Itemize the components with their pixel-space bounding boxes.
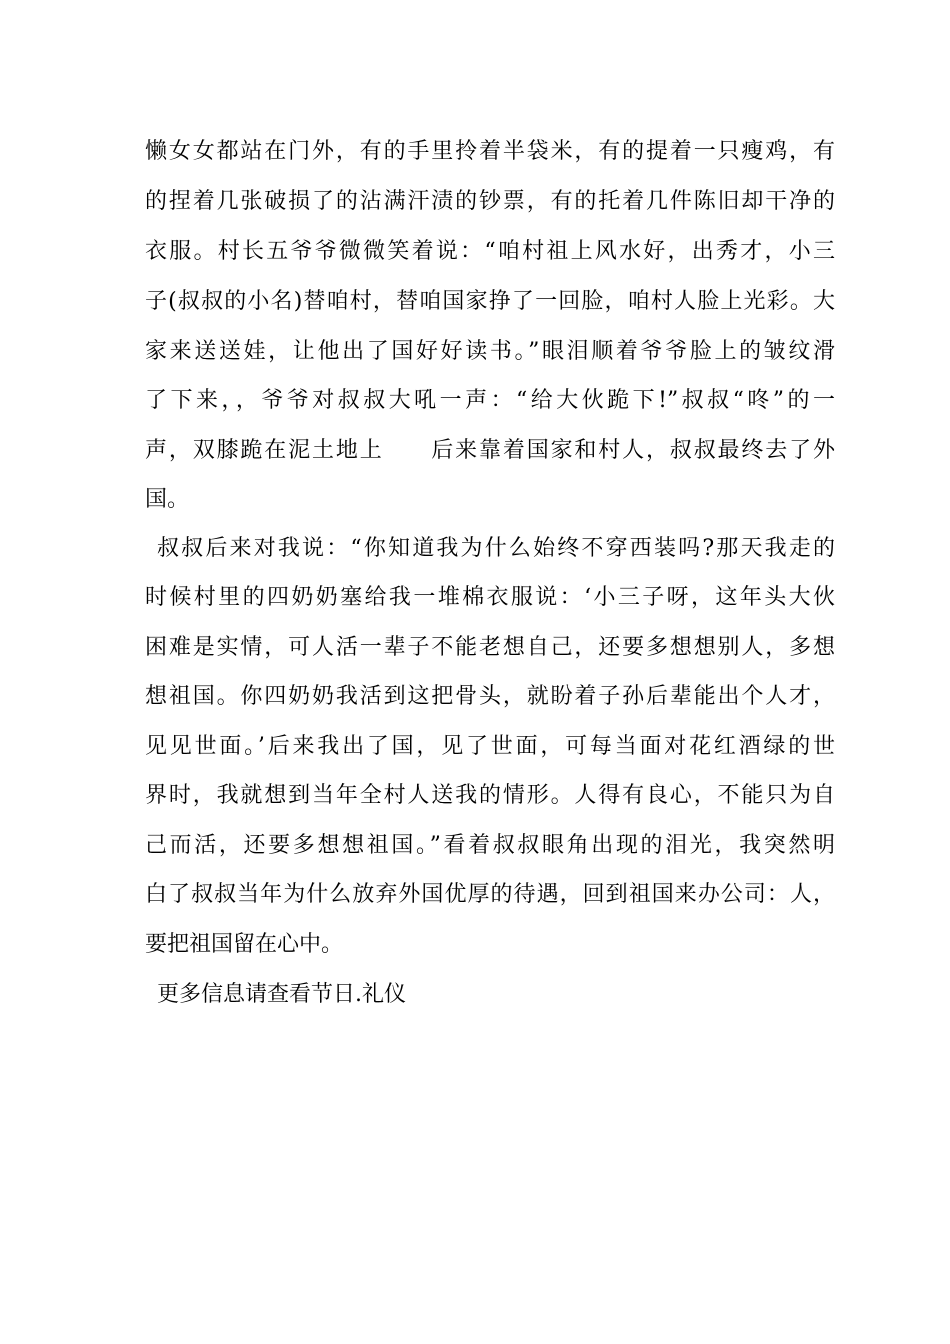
paragraph-line: 懒女女都站在门外，有的手里拎着半袋米，有的提着一只瘦鸡，有 <box>145 139 835 164</box>
paragraph-line: 子(叔叔的小名)替咱村，替咱国家挣了一回脸，咱村人脸上光彩。大 <box>145 289 835 314</box>
paragraph-line: 国。 <box>145 487 190 512</box>
paragraph-line: 了下来，，爷爷对叔叔大吼一声：“给大伙跪下!”叔叔“咚”的一 <box>145 388 835 413</box>
paragraph-line: 时候村里的四奶奶塞给我一堆棉衣服说：‘小三子呀，这年头大伙 <box>145 585 835 610</box>
paragraph-line: 的捏着几张破损了的沾满汗渍的钞票，有的托着几件陈旧却干净的 <box>145 189 835 214</box>
footer-note: 更多信息请查看节日.礼仪 <box>157 982 406 1007</box>
paragraph-line: 要把祖国留在心中。 <box>145 932 344 957</box>
paragraph-line: 叔叔后来对我说：“你知道我为什么始终不穿西装吗?那天我走的 <box>157 536 835 561</box>
paragraph-line: 见见世面。’后来我出了国，见了世面，可每当面对花红酒绿的世 <box>145 734 835 759</box>
paragraph-line: 界时，我就想到当年全村人送我的情形。人得有良心，不能只为自 <box>145 783 835 808</box>
paragraph-line: 想祖国。你四奶奶我活到这把骨头，就盼着子孙后辈能出个人才， <box>145 684 835 709</box>
paragraph-line: 己而活，还要多想想祖国。”看着叔叔眼角出现的泪光，我突然明 <box>145 833 835 858</box>
paragraph-line: 衣服。村长五爷爷微微笑着说：“咱村祖上风水好，出秀才，小三 <box>145 239 835 264</box>
paragraph-line: 困难是实情，可人活一辈子不能老想自己，还要多想想别人，多想 <box>145 635 835 660</box>
paragraph-line: 白了叔叔当年为什么放弃外国优厚的待遇，回到祖国来办公司：人， <box>145 882 835 907</box>
paragraph-line: 声，双膝跪在泥土地上 后来靠着国家和村人，叔叔最终去了外 <box>145 438 835 463</box>
paragraph-line: 家来送送娃，让他出了国好好读书。”眼泪顺着爷爷脸上的皱纹滑 <box>145 339 835 364</box>
